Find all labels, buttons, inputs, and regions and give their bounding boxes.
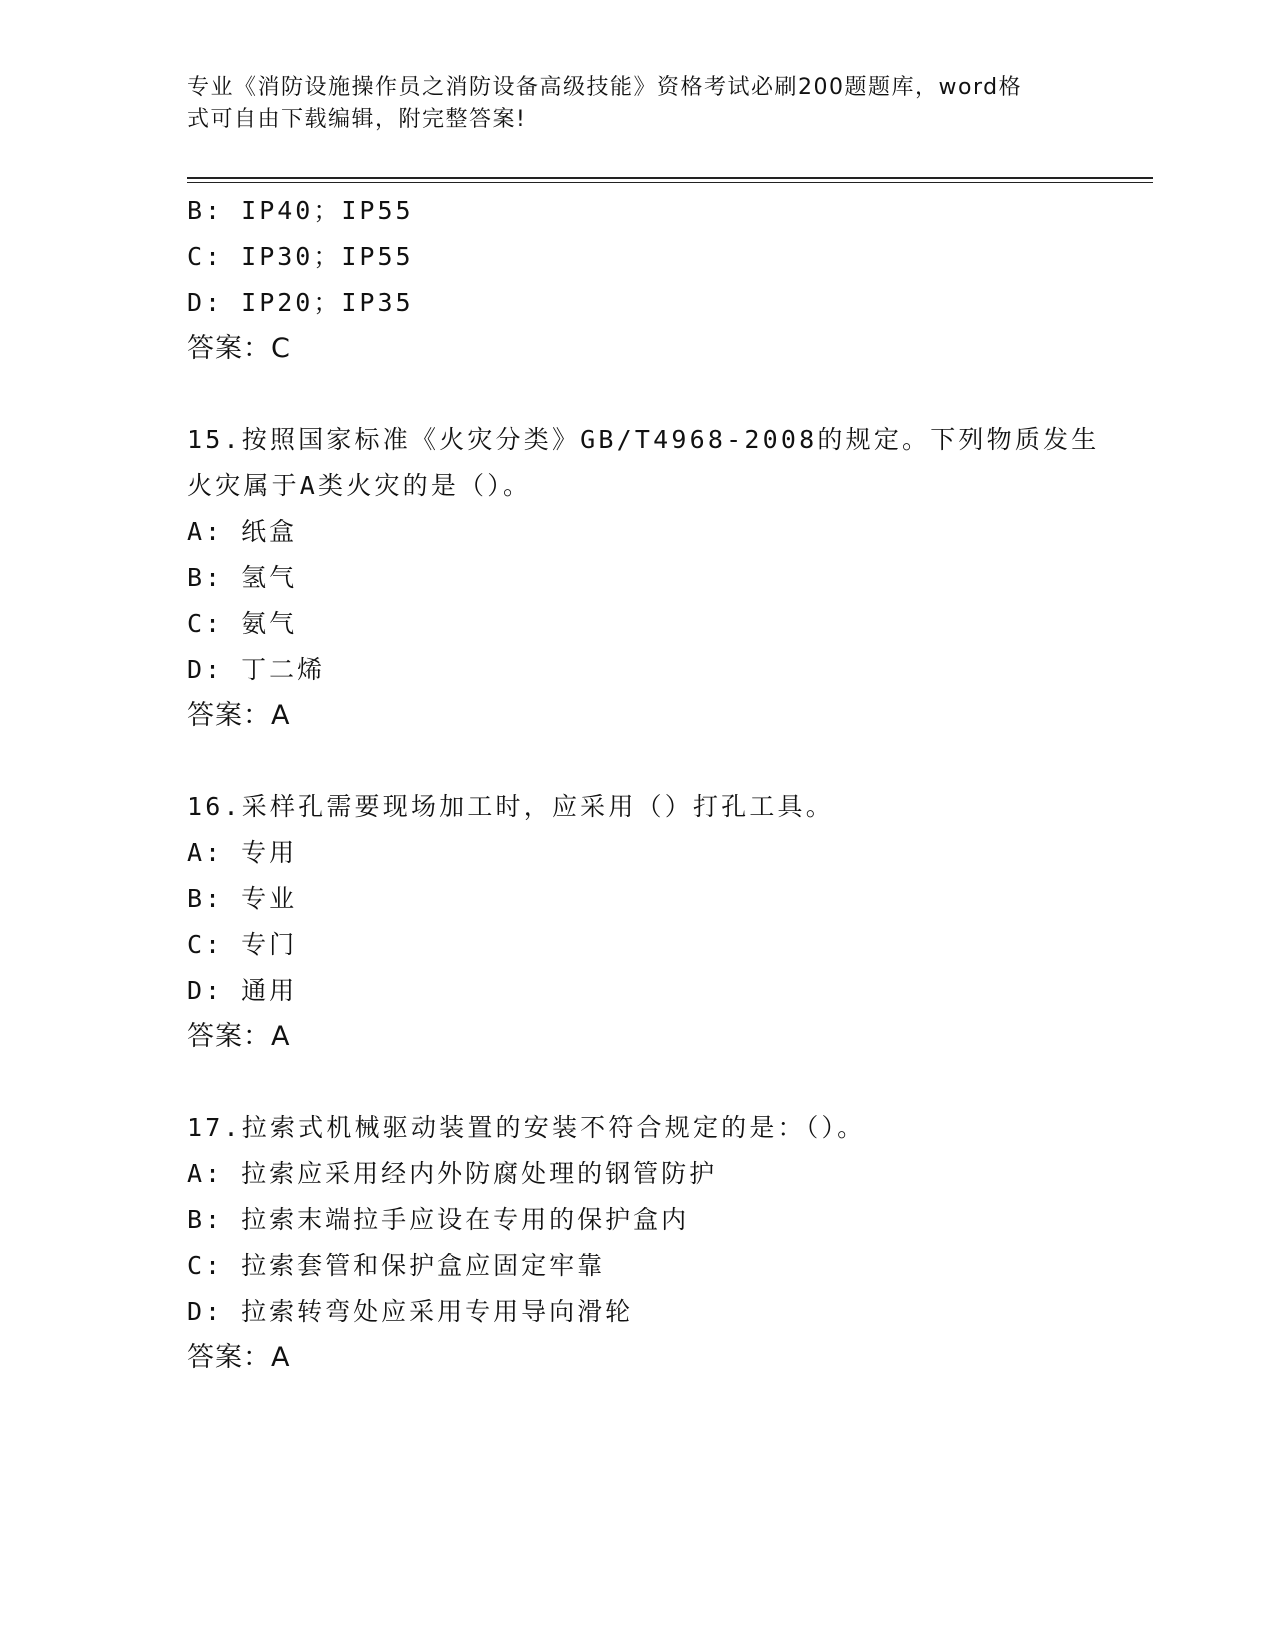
option-d: D: 拉索转弯处应采用专用导向滑轮 bbox=[187, 1297, 634, 1326]
document-header bbox=[187, 72, 1067, 136]
answer-line: 答案：C bbox=[187, 333, 291, 364]
answer-line: 答案：A bbox=[187, 1342, 291, 1373]
header-line-2: 式可自由下载编辑，附完整答案! bbox=[187, 107, 527, 132]
option-c: C: IP30；IP55 bbox=[187, 242, 414, 271]
option-c: C: 氨气 bbox=[187, 609, 298, 638]
question-stem-line: 16.采样孔需要现场加工时，应采用（）打孔工具。 bbox=[187, 792, 834, 821]
spacer bbox=[187, 739, 1087, 784]
question-stem-line: 火灾属于A类火灾的是（）。 bbox=[187, 471, 532, 500]
question-15 bbox=[187, 417, 1100, 739]
question-17 bbox=[187, 1105, 1087, 1381]
header-line-1: 专业《消防设施操作员之消防设备高级技能》资格考试必刷200题题库，word格 bbox=[187, 75, 1023, 100]
header-divider-thick bbox=[187, 177, 1153, 179]
option-b: B: 拉索末端拉手应设在专用的保护盒内 bbox=[187, 1205, 690, 1234]
option-d: D: IP20；IP35 bbox=[187, 288, 414, 317]
spacer bbox=[187, 372, 1087, 417]
option-c: C: 专门 bbox=[187, 930, 298, 959]
option-c: C: 拉索套管和保护盒应固定牢靠 bbox=[187, 1251, 606, 1280]
question-16 bbox=[187, 784, 1087, 1060]
header-divider-thin bbox=[187, 182, 1153, 183]
answer-line: 答案：A bbox=[187, 700, 291, 731]
option-a: A: 纸盒 bbox=[187, 517, 298, 546]
option-d: D: 丁二烯 bbox=[187, 655, 326, 684]
option-a: A: 拉索应采用经内外防腐处理的钢管防护 bbox=[187, 1159, 718, 1188]
question-stem-line: 17.拉索式机械驱动装置的安装不符合规定的是：（）。 bbox=[187, 1113, 866, 1142]
option-b: B: 专业 bbox=[187, 884, 298, 913]
option-d: D: 通用 bbox=[187, 976, 298, 1005]
option-a: A: 专用 bbox=[187, 838, 298, 867]
partial-question bbox=[187, 188, 1087, 372]
spacer bbox=[187, 1060, 1087, 1105]
answer-line: 答案：A bbox=[187, 1021, 291, 1052]
option-b: B: IP40；IP55 bbox=[187, 196, 414, 225]
question-list bbox=[187, 188, 1100, 1381]
option-b: B: 氢气 bbox=[187, 563, 298, 592]
question-stem-line: 15.按照国家标准《火灾分类》GB/T4968-2008的规定。下列物质发生 bbox=[187, 425, 1100, 454]
